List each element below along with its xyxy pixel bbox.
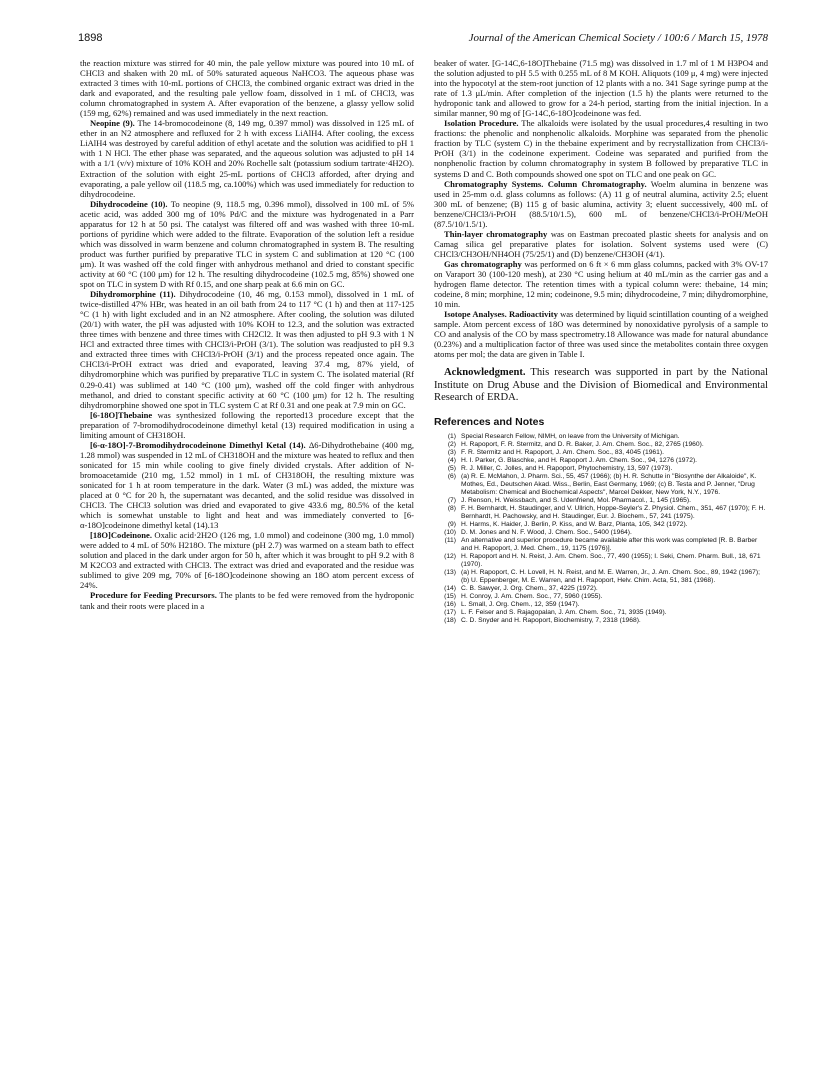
paragraph [80,289,414,410]
reference-text: F. H. Bernhardt, H. Staudinger, and V. Ullrich, Hoppe-Seyler's Z. Physiol. Chem., 351, 467 (1970); F. H. Bernhardt, H. Pachowsky, and H. Staudinger, Eur. J. Biochem., 57, 241 (1975). [461,504,766,520]
paragraph [80,590,414,610]
paragraph [434,259,768,309]
reference-number: (13) [444,568,456,576]
reference-item [434,473,768,497]
left-column [80,58,414,611]
paragraph-text: was on Eastman precoated plastic sheets for analysis and on Camag silica gel preparative plates for isolation. Solvent systems used were (C) CHCl3/CH3OH/NH4OH (75/25/1) and (D) benzene/CH3OH (4/1). [434,228,769,259]
reference-number: (10) [444,528,456,536]
reference-item [434,609,768,617]
reference-text: L. F. Feiser and S. Rajagopalan, J. Am. Chem. Soc., 71, 3935 (1949). [461,608,667,616]
reference-number: (14) [444,584,456,592]
reference-item [434,553,768,569]
reference-number: (12) [444,552,456,560]
page-header [78,32,768,46]
paragraph [80,199,414,289]
paragraph [434,58,768,118]
acknowledgment [434,367,768,404]
paragraph-heading: [6-18O]Thebaine [90,409,153,420]
reference-text: R. J. Miller, C. Jolles, and H. Rapoport, Phytochemistry, 13, 597 (1973). [461,464,673,472]
paragraph [80,440,414,530]
reference-text: F. R. Stermitz and H. Rapoport, J. Am. Chem. Soc., 83, 4045 (1961). [461,448,664,456]
reference-item [434,529,768,537]
paragraph-text: The alkaloids were isolated by the usual procedures,4 resulting in two fractions: the phenolic and nonphenolic alkaloids. Morphine was separated from the phenolic fraction by TLC (system C) in the thebaine experiment and by recrystallization from CHCl3/i-PrOH (3/1) in the codeinone experiment. Codeine was separated and purified from the nonphenolic fraction by column chromatography in system B followed by preparative TLC in systems D and C. Both compounds showed one spot on TLC and one peak on GC. [434,118,769,179]
paragraph [434,179,768,229]
paragraph-text: The 14-bromocodeinone (8, 149 mg, 0.397 mmol) was dissolved in 125 mL of ether in an N2 atmosphere and refluxed for 2 h with excess LiAlH4. After cooling, the excess LiAlH4 was destroyed by careful addition of ethyl acetate and the solution was acidified to pH 1 with 1 N HCl. The ether phase was separated, and the aqueous solution was adjusted to pH 14 with a 1/1 (v/v) mixture of 10% KOH and 20% Rochelle salt (potassium sodium tartrate·4H2O). Extraction of the solution with eight 25-mL portions of CHCl3 afforded, after drying and evaporating, a pale yellow oil (118.5 mg, ca.100%) which was used immediately for reduction to dihydrocodeine. [80,118,415,199]
reference-number: (6) [447,472,456,480]
reference-item [434,497,768,505]
reference-number: (4) [447,456,456,464]
reference-text: An alternative and superior procedure became available after this work was completed [R. B. Barber and H. Rapoport, J. Med. Chem., 19, 1175 (1976)]. [461,536,758,552]
reference-item [434,433,768,441]
paragraph-heading: Isolation Procedure. [444,118,519,129]
paragraph-heading: Procedure for Feeding Precursors. [90,590,217,601]
reference-number: (11) [444,536,456,544]
reference-text: (a) H. Rapoport, C. H. Lovell, H. N. Reist, and M. E. Warren, Jr., J. Am. Chem. Soc., 89, 1942 (1967); (b) U. Eppenberger, M. E. Warren, and H. Rapoport, Helv. Chim. Acta, 51, 381 (1968). [461,568,760,584]
reference-item [434,569,768,585]
reference-number: (15) [444,592,456,600]
paragraph-heading: Isotope Analyses. Radioactivity [444,309,558,320]
reference-item [434,593,768,601]
reference-number: (3) [447,448,456,456]
paragraph [434,229,768,259]
paragraph-text: Dihydrocodeine (10, 46 mg, 0.153 mmol), dissolved in 1 mL of twice-distilled 47% HBr, was heated in an oil bath from 24 to 117 °C (1 h) and then at 117-125 °C (1 h) with light excluded and in an N2 atmosphere. After cooling, the solution was diluted (20/1) with water, the pH was adjusted with 10% KOH to 12.3, and the solution was extracted three times with benzene and three times with CH2Cl2. It was then adjusted to pH 9.3 with 1 N HCl and extracted three times with CHCl3/i-PrOH (3/1). The solution was readjusted to pH 9.3 and extracted three times with CHCl3/i-PrOH (3/1) and the process repeated once again. The CHCl3/i-PrOH extract was dried and evaporated, leaving 37.4 mg, 87% yield, of dihydromorphine which was purified by preparative TLC in system C. The isolated material (Rf 0.29-0.41) was sublimed at 140 °C (100 μm), washed off the cold finger with anhydrous methanol, and dried to constant specific activity at 60 °C (100 μm) for 12 h. The resulting dihydromorphine showed one spot in TLC system C at Rf 0.31 and one peak at 7.9 min on GC. [80,289,414,410]
paragraph [434,118,768,178]
reference-number: (9) [447,520,456,528]
paragraph-text: was performed on 6 ft × 6 mm glass columns, packed with 3% OV-17 on Varaport 30 (100-120 mesh), at 230 °C using helium at 40 mL/min as the carrier gas and a hydrogen flame detector. The retention times with a typical column were: thebaine, 14 min; codeine, 8 min; morphine, 12 min; codeinone, 9.5 min; dihydrocodeine, 7 min; dihydromorphine, 10 min. [434,258,769,310]
reference-item [434,617,768,625]
acknowledgment-heading: Acknowledgment. [444,367,526,379]
paragraph-heading: Thin-layer chromatography [444,228,548,239]
reference-number: (5) [447,464,456,472]
paragraph [80,410,414,440]
paragraph [80,118,414,198]
references-heading: References and Notes [434,415,545,428]
reference-list [434,433,768,625]
reference-item [434,585,768,593]
reference-item [434,449,768,457]
paragraph-text: beaker of water. [G-14C,6-18O]Thebaine (71.5 mg) was dissolved in 1.7 ml of 1 M H3PO4 and the solution adjusted to pH 5.5 with 0.255 mL of 8 M KOH. Aliquots (109 μ, 4 mg) were injected into the hypocotyl at the stem-root junction of 12 plants with a no. 341 Sage syringe pump at the rate of 1.3 μL/min. After completion of the injection (1.5 h) the plants were returned to the hydroponic tank and allowed to grow for a 24-h period, starting from the initial injection. In a similar manner, 90 mg of [G-14C,6-18O]codeinone was fed. [434,58,768,119]
reference-text: H. Conroy, J. Am. Chem. Soc., 77, 5960 (1955). [461,592,603,600]
paragraph-text: Δ6-Dihydrothebaine (400 mg, 1.28 mmol) was suspended in 12 mL of CH318OH and the mixture was heated to reflux and then sonicated for 15 min while cooling to give finely divided crystals. After addition of N-bromoacetamide (210 mg, 1.52 mmol) in 1 mL of CH318OH, the resulting mixture was sonicated for 1 h at room temperature in the dark. Water (3 mL) was added, the mixture was placed at 0 °C for 20 h, the supernatant was decanted, and the solid residue was dissolved in CHCl3. The CHCl3 solution was dried and evaporated to give 433.6 mg, 80.5% of the ketal which is somewhat unstable to light and heat and was immediately converted to [6-α-18O]codeinone dimethyl ketal (14).13 [80,439,414,531]
reference-text: (a) R. E. McMahon, J. Pharm. Sci., 55, 457 (1966); (b) H. R. Schutte in "Biosynthe der Alkaloide", K. Mothes, Ed., Deutschen Akad. Wiss., Berlin, East Germany, 1969; (c) B. Testa and P. Jenner, "Drug Metabolism: Chemical and Biochemical Aspects", Marcel Dekker, New York, N.Y., 1976. [461,472,757,496]
reference-number: (17) [444,608,456,616]
paragraph [80,530,414,590]
paragraph-text: was determined by liquid scintillation counting of a weighed sample. Atom percent excess of 18O was determined by nonoxidative pyrolysis of a sample to CO and analysis of the CO by mass spectrometry.18 Allowance was made for natural abundance (0.23%) and a multiplication factor of three was used since the metabolites contain three oxygen atoms per mol; the data are given in Table I. [434,309,768,360]
paragraph-heading: Chromatography Systems. Column Chromatography. [444,178,647,189]
reference-item [434,441,768,449]
reference-item [434,465,768,473]
reference-item [434,457,768,465]
right-column [434,58,768,625]
journal-running-title: Journal of the American Chemical Society / 100:6 / March 15, 1978 [468,32,768,44]
reference-text: H. Rapoport, F. R. Stermitz, and D. R. Baker, J. Am. Chem. Soc., 82, 2765 (1960). [461,440,704,448]
reference-text: L. Small, J. Org. Chem., 12, 359 (1947). [461,600,580,608]
reference-text: H. I. Parker, G. Blaschke, and H. Rapoport J. Am. Chem. Soc., 94, 1276 (1972). [461,456,698,464]
reference-number: (2) [447,440,456,448]
reference-number: (7) [447,496,456,504]
reference-text: H. Harms, K. Haider, J. Berlin, P. Kiss, and W. Barz, Planta, 105, 342 (1972). [461,520,688,528]
paragraph-text: Woelm alumina in benzene was used in 25-mm o.d. glass columns as follows: (A) 11 g of neutral alumina, activity 2.5; eluent 300 mL of benzene; (B) 115 g of basic alumina, activity 3; eluent successively, 400 mL of benzene/CHCl3/i-PrOH (88.5/10/1.5), 600 mL of benzene/CHCl3/i-PrOH/MeOH (87.5/10/1.5/1). [434,178,769,229]
paragraph-heading: Neopine (9). [90,118,135,129]
reference-text: D. M. Jones and N. F. Wood, J. Chem. Soc., 5400 (1964). [461,528,632,536]
reference-item [434,537,768,553]
paragraph-text: To neopine (9, 118.5 mg, 0.396 mmol), dissolved in 100 mL of 5% acetic acid, was added 300 mg of 10% Pd/C and the mixture was hydrogenated in a Parr apparatus for 12 h at 50 psi. The catalyst was filtered off and was washed with three 10-mL portions of pyridine which were added to the filtrate. Evaporation of the solution left a residue which was dissolved in warm benzene and column chromatographed in system B. The resulting product was further purified by preparative TLC in system C and sublimation at 120 °C (100 μm). It was washed off the cold finger with anhydrous methanol and dried to constant specific activity at 60 °C (100 μm) for 12 h. The resulting dihydrocodeine (102.5 mg, 85%) showed one spot on TLC in system D with Rf 0.15, and one sharp peak at 6.6 min on GC. [80,198,414,290]
reference-number: (18) [444,616,456,624]
reference-text: H. Rapoport and H. N. Reist, J. Am. Chem. Soc., 77, 490 (1955); I. Seki, Chem. Pharm. Bull., 18, 671 (1970). [461,552,761,568]
reference-text: Special Research Fellow, NIMH, on leave from the University of Michigan. [461,432,680,440]
reference-item [434,521,768,529]
page-number: 1898 [78,32,103,44]
paragraph-heading: [18O]Codeinone. [90,530,152,541]
reference-item [434,601,768,609]
paragraph [434,309,768,359]
reference-text: J. Renson, H. Weissbach, and S. Udenfriend, Mol. Pharmacol., 1, 145 (1965). [461,496,691,504]
reference-number: (1) [447,432,456,440]
paragraph-text: Oxalic acid·2H2O (126 mg, 1.0 mmol) and codeinone (300 mg, 1.0 mmol) were added to 4 mL of 50% H218O. The mixture (pH 2.7) was warmed on a steam bath to effect solution and placed in the dark under argon for 50 h, after which it was brought to pH 9.2 with 8 M K2CO3 and extracted with CHCl3. The extract was dried and evaporated and the residue was sublimed to give 209 mg, 70% of [6-18O]codeinone showing an 18O atom percent excess of 24%. [80,530,414,591]
acknowledgment-text: This research was supported in part by the National Institute on Drug Abuse and the Division of Biomedical and Environmental Research of ERDA. [434,367,768,404]
reference-number: (8) [447,504,456,512]
paragraph [80,58,414,118]
paragraph-text: was synthesized following the reported13 procedure except that the preparation of 7-bromodihydrocodeinone dimethyl ketal (13) required modification in using a limiting amount of CH318OH. [80,409,414,440]
paragraph-text: The plants to be fed were removed from the hydroponic tank and their roots were placed in a [80,590,414,611]
reference-text: C. D. Snyder and H. Rapoport, Biochemistry, 7, 2318 (1968). [461,616,641,624]
paragraph-heading: Dihydrocodeine (10). [90,198,168,209]
paragraph-heading: Dihydromorphine (11). [90,289,176,300]
paragraph-text: the reaction mixture was stirred for 40 min, the pale yellow mixture was poured into 10 mL of CHCl3 and shaken with 20 mL of 50% saturated aqueous NaHCO3. The aqueous phase was extracted 3 times with 10-mL portions of CHCl3, the combined organic extract was dried in the dark and evaporated, and the resulting pale yellow foam, dissolved in 1 mL of CHCl3, was column chromatographed in system A. After evaporation of the benzene, a glassy yellow solid (159 mg, 62%) remained and was used immediately in the next reaction. [80,58,414,119]
paragraph-heading: [6-α-18O]-7-Bromodihydrocodeinone Dimethyl Ketal (14). [90,439,306,450]
reference-number: (16) [444,600,456,608]
reference-text: C. B. Sawyer, J. Org. Chem., 37, 4225 (1972). [461,584,598,592]
reference-item [434,505,768,521]
paragraph-heading: Gas chromatography [444,258,522,269]
